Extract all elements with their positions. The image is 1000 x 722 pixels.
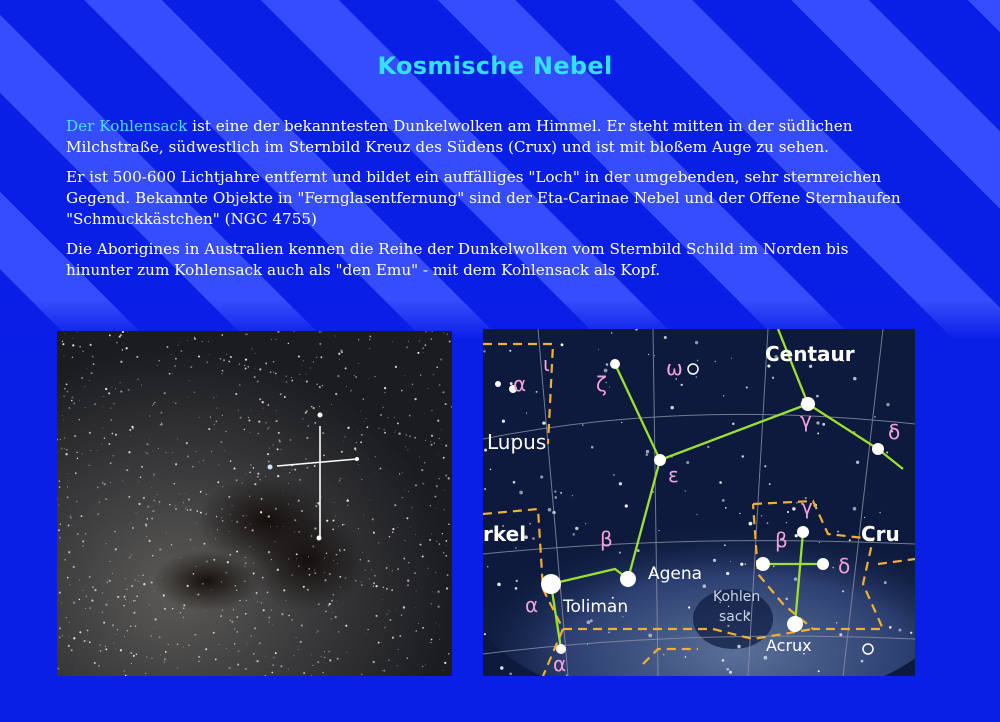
greek-delta-cru: δ	[838, 554, 851, 578]
greek-alpha-top: α	[513, 372, 527, 396]
star-chart-image	[483, 329, 915, 676]
sky-photo	[57, 331, 452, 676]
label-crux: Cru	[861, 522, 900, 546]
slide-body	[66, 116, 916, 290]
label-agena: Agena	[648, 564, 703, 584]
label-toliman: Toliman	[563, 597, 629, 617]
paragraph-1-text: ist eine der bekanntesten Dunkelwolken am Himmel. Er steht mitten in der südlichen Milchstraße, südwestlich im Sternbild Kreuz des Südens (Crux) und ist mit bloßem Auge zu sehen.	[66, 117, 853, 156]
greek-alpha-cen: α	[525, 593, 539, 617]
slide-title: Kosmische Nebel	[377, 52, 613, 80]
greek-beta-cru: β	[775, 528, 788, 552]
star-chart	[483, 329, 915, 676]
label-lupus: Lupus	[487, 430, 547, 454]
label-kohlensack-1: Kohlen	[713, 589, 761, 605]
label-acrux: Acrux	[766, 636, 812, 655]
paragraph-1	[66, 116, 916, 158]
paragraph-3: Die Aborigines in Australien kennen die Reihe der Dunkelwolken vom Sternbild Schild im Norden bis hinunter zum Kohlensack auch als "den Emu" - mit dem Kohlensack als Kopf.	[66, 240, 849, 279]
greek-epsilon: ε	[668, 463, 679, 487]
label-kohlensack-2: sack	[719, 609, 751, 625]
greek-omega: ω	[666, 356, 683, 380]
greek-beta-cen: β	[600, 527, 613, 551]
paragraph-2: Er ist 500-600 Lichtjahre entfernt und bildet ein auffälliges "Loch" in der umgebenden, sehr sternreichen Gegend. Bekannte Objekte in "Fernglasentfernung" sind der Eta-Carinae Nebel und der Offene Sternhaufen "Schmuckkästchen" (NGC 4755)	[66, 168, 901, 228]
greek-iota: ι	[543, 352, 550, 376]
greek-gamma-cru: γ	[801, 495, 813, 519]
greek-delta-cen: δ	[888, 420, 901, 444]
label-centaur: Centaur	[765, 342, 855, 366]
sky-photo-image	[57, 331, 452, 676]
greek-gamma-cen: γ	[800, 408, 812, 432]
label-zirkel: rkel	[483, 522, 527, 546]
greek-alpha-bottom: α	[553, 652, 567, 676]
highlight-term: Der Kohlensack	[66, 117, 188, 135]
greek-zeta: ζ	[596, 372, 607, 396]
